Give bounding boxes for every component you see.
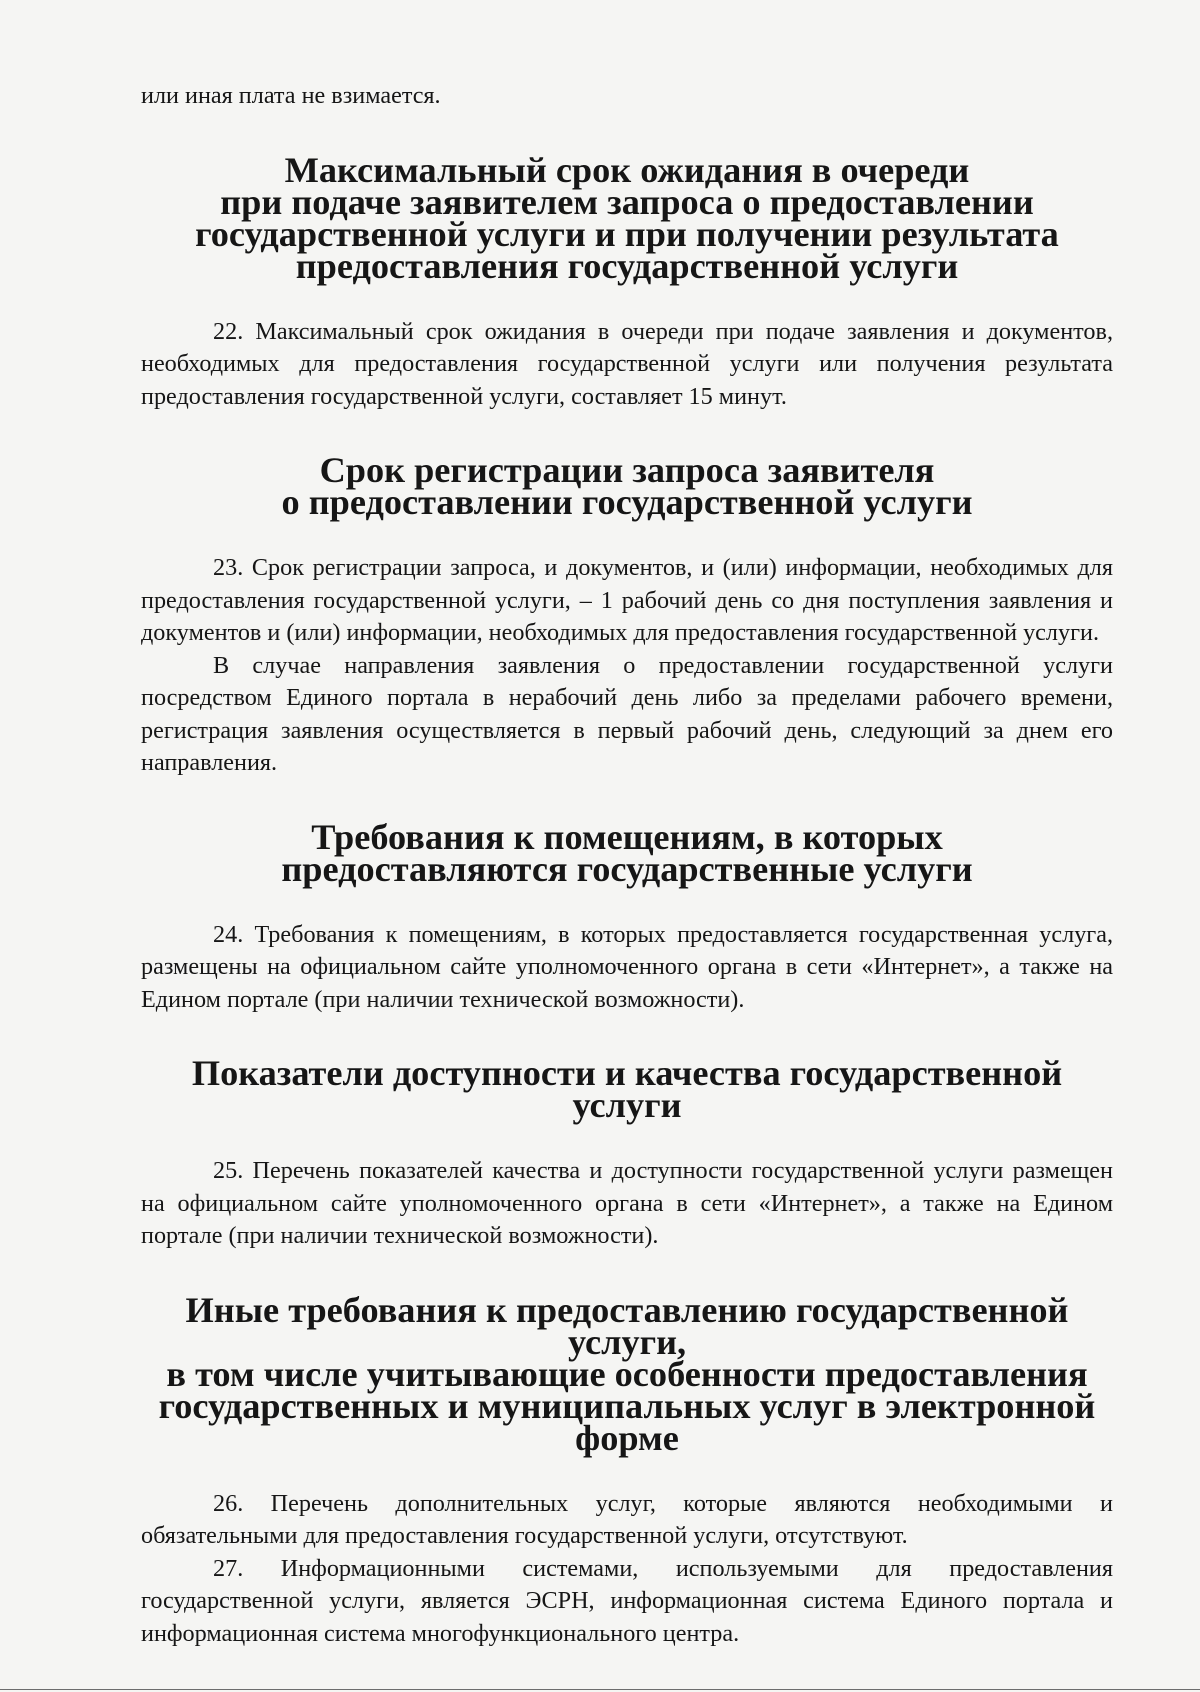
paragraph-23: 23. Срок регистрации запроса, и документов, и (или) информации, необходимых для предоставления государственной услуги, – 1 рабочий день со дня поступления заявления и документов и (или) информации, необходимых для предоставления государственной услуги. [141, 554, 1113, 646]
section-heading-premises-requirements: Требования к помещениям, в которых предоставляются государственные услуги [281, 816, 973, 889]
paragraph-22: 22. Максимальный срок ожидания в очереди при подаче заявления и документов, необходимых для предоставления государственной услуги или получения результата предоставления государственной услуги, составляет 15 минут. [141, 317, 1113, 410]
paragraph-27: 27. Информационными системами, используемыми для предоставления государственной услуги, является ЭСРН, информационная система Единого портала и информационная система многофункционального центра. [141, 1554, 1113, 1647]
paragraph-25: 25. Перечень показателей качества и доступности государственной услуги размещен на официальном сайте уполномоченного органа в сети «Интернет», а также на Едином портале (при наличии технической возможности). [141, 1157, 1113, 1249]
document-content [141, 80, 1113, 1650]
section-heading-other-requirements: Иные требования к предоставлению государственной услуги, в том числе учитывающие особенности предоставления государственных и муниципальных услуг в электронной форме [158, 1289, 1096, 1458]
paragraph-26: 26. Перечень дополнительных услуг, которые являются необходимыми и обязательными для предоставления государственной услуги, отсутствуют. [141, 1489, 1113, 1549]
section-heading-waiting-time: Максимальный срок ожидания в очереди при подаче заявителем запроса о предоставлении государственной услуги и при получении результата предоставления государственной услуги [195, 149, 1059, 286]
page-bottom-edge [0, 1689, 1200, 1690]
paragraph-24: 24. Требования к помещениям, в которых предоставляется государственная услуга, размещены на официальном сайте уполномоченного органа в сети «Интернет», а также на Едином портале (при наличии технической возможности). [141, 920, 1113, 1013]
paragraph-23-continuation: В случае направления заявления о предоставлении государственной услуги посредством Единого портала в нерабочий день либо за пределами рабочего времени, регистрация заявления осуществляется в первый рабочий день, следующий за днем его направления. [141, 651, 1113, 776]
section-heading-registration-term: Срок регистрации запроса заявителя о предоставлении государственной услуги [281, 450, 973, 522]
opening-text-line: или иная плата не взимается. [141, 82, 441, 109]
section-heading-quality-indicators: Показатели доступности и качества государственной услуги [191, 1053, 1063, 1125]
